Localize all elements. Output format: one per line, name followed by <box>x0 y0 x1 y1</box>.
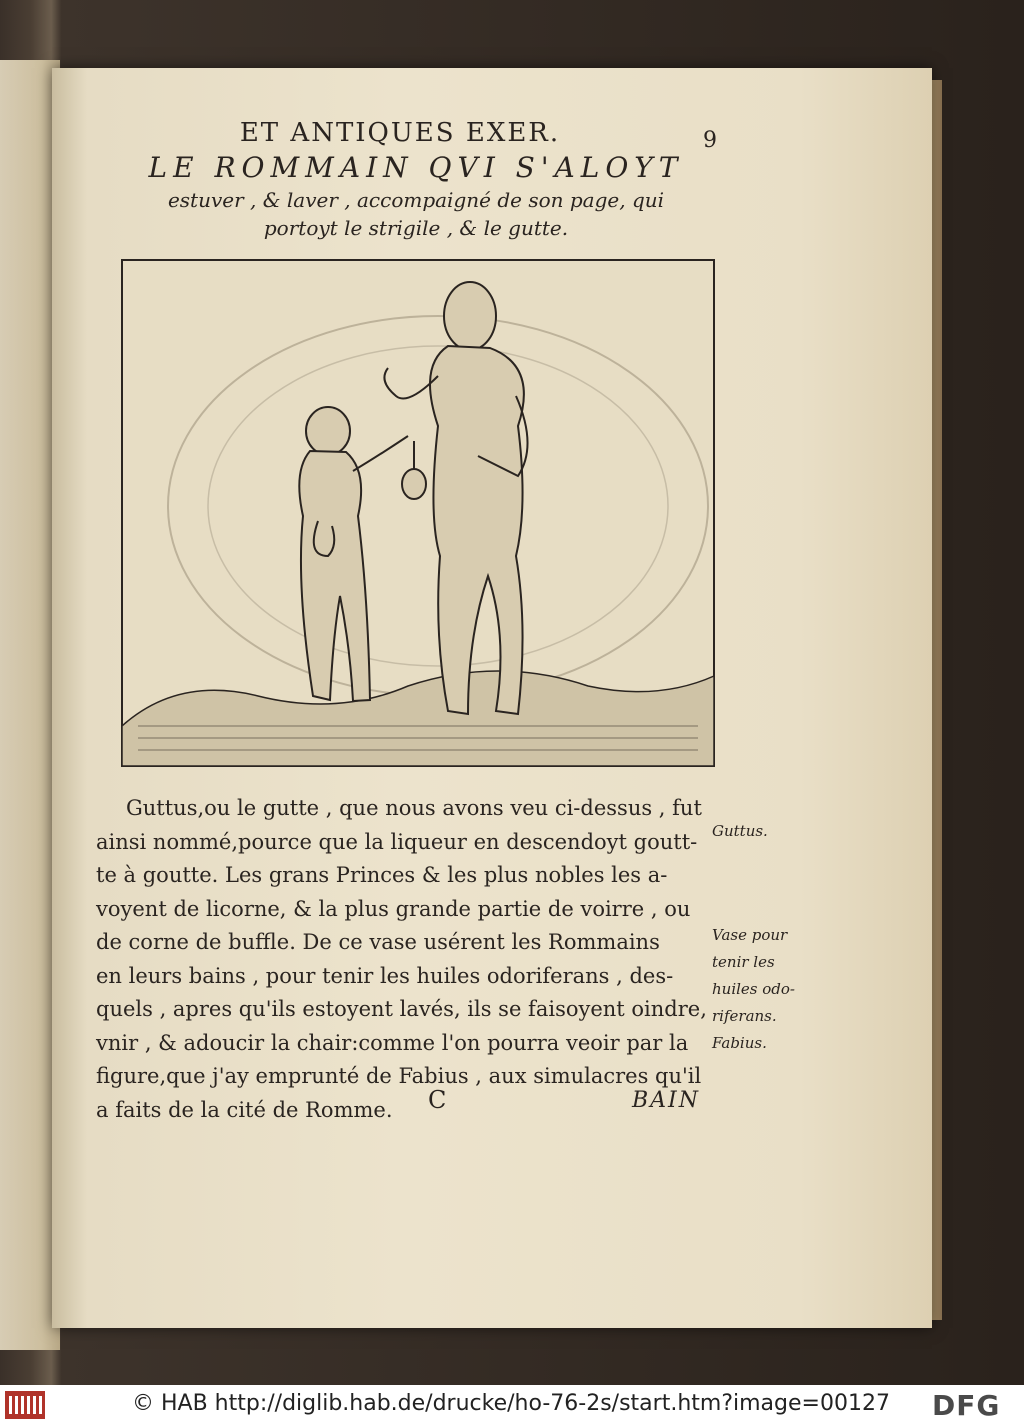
previous-page-edge <box>0 60 60 1350</box>
running-head: ET ANTIQUES EXER. <box>239 118 561 148</box>
body-text <box>96 792 716 1127</box>
signature-mark: C <box>428 1086 447 1114</box>
body-line: de corne de buffle. De ce vase usérent les Rommains <box>96 930 660 954</box>
body-line: a faits de la cité de Romme. <box>96 1097 393 1122</box>
plate-title-line-1: LE ROMMAIN QVI S'ALOYT <box>148 151 684 184</box>
margin-note-fabius: Fabius. <box>712 1034 767 1052</box>
body-line: voyent de licorne, & la plus grande partie de voirre , ou <box>96 896 691 921</box>
body-line: figure,que j'ay emprunté de Fabius , aux simulacres qu'il <box>96 1064 702 1088</box>
margin-note-line: huiles odo- <box>712 980 795 998</box>
margin-note-line: tenir les <box>712 953 775 971</box>
body-line: vnir , & adoucir la chair:comme l'on pourra veoir par la <box>96 1030 689 1055</box>
margin-note-line: Vase pour <box>712 926 788 944</box>
margin-note-line: riferans. <box>712 1007 777 1025</box>
plate-title-line-3: portoyt le strigile , & le gutte. <box>263 216 569 240</box>
dfg-logo: DFG <box>932 1389 1001 1422</box>
footer-bar <box>0 1385 1024 1425</box>
body-line: en leurs bains , pour tenir les huiles odoriferans , des- <box>96 963 674 988</box>
engraving-illustration <box>118 256 718 770</box>
page-number: 9 <box>703 128 717 153</box>
body-line: Guttus,ou le gutte , que nous avons veu ci-dessus , fut <box>126 796 702 820</box>
body-line: te à goutte. Les grans Princes & les plus nobles les a- <box>96 863 668 887</box>
margin-note-vase <box>712 922 822 1030</box>
library-logo-icon <box>5 1391 45 1419</box>
margin-note-guttus: Guttus. <box>712 822 768 840</box>
source-link[interactable]: © HAB http://diglib.hab.de/drucke/ho-76-2s/start.htm?image=00127 <box>132 1391 890 1416</box>
body-line: quels , apres qu'ils estoyent lavés, ils se faisoyent oindre, <box>96 997 707 1021</box>
catchword: BAIN <box>632 1088 700 1113</box>
plate-title-line-2: estuver , & laver , accompaigné de son page, qui <box>167 188 665 212</box>
body-line: ainsi nommé,pource que la liqueur en descendoyt goutt- <box>96 829 698 854</box>
